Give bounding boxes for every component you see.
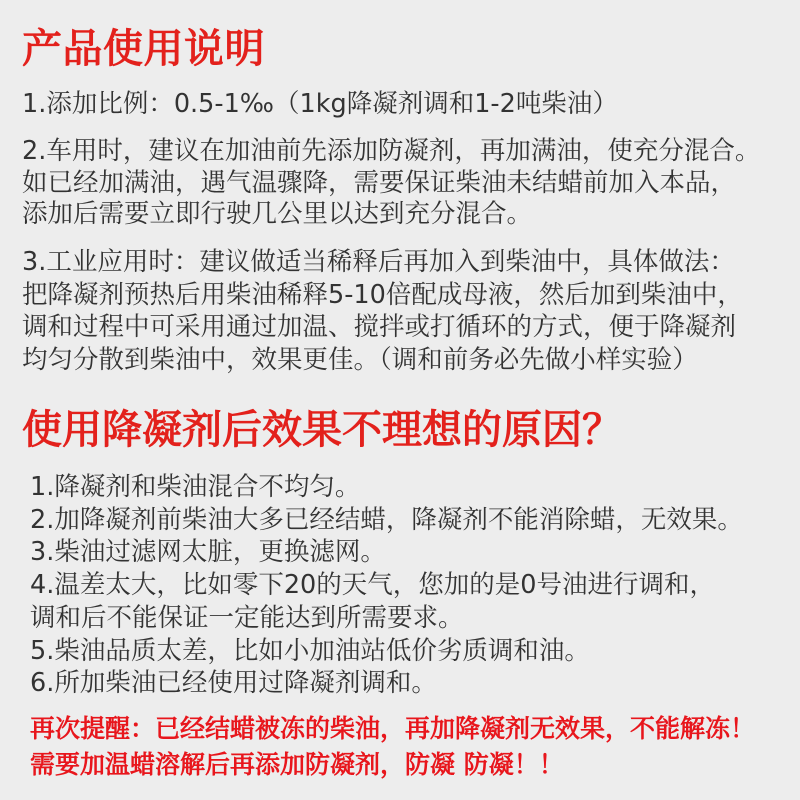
instruction-item-3: [22, 246, 743, 377]
problem-line: 调和后不能保证一定能达到所需要求。: [30, 602, 464, 633]
problem-line: 2.加降凝剂前柴油大多已经结蜡，降凝剂不能消除蜡，无效果。: [30, 504, 743, 535]
instruction-3-line-2: 把降凝剂预热后用柴油稀释5-10倍配成母液，然后加到柴油中，: [22, 279, 743, 310]
problem-line: 5.柴油品质太差，比如小加油站低价劣质调和油。: [30, 635, 590, 666]
problem-line: 4.温差太大，比如零下20的天气，您加的是0号油进行调和，: [30, 570, 716, 601]
page-title: 产品使用说明: [22, 26, 265, 72]
reminder-notice: [30, 711, 755, 783]
reminder-line-2: 需要加温蜡溶解后再添加防凝剂，防凝 防凝！！: [30, 750, 564, 779]
instruction-2-line-1: 2.车用时，建议在加油前先添加防凝剂，再加满油，使充分混合。: [22, 136, 761, 166]
instruction-3-line-4: 均匀分散到柴油中，效果更佳。（调和前务必先做小样实验）: [22, 345, 698, 376]
instruction-item-1: [22, 88, 618, 120]
instruction-item-2: [22, 136, 760, 231]
problem-line: 6.所加柴油已经使用过降凝剂调和。: [30, 668, 437, 699]
reminder-line-1: 再次提醒：已经结蜡被冻的柴油，再加降凝剂无效果，不能解冻！: [30, 714, 756, 743]
problems-list: [30, 471, 743, 700]
instruction-1-line-1: 1.添加比例：0.5-1‰（1kg降凝剂调和1-2吨柴油）: [22, 89, 618, 119]
instruction-3-line-3: 调和过程中可采用通过加温、搅拌或打循环的方式，便于降凝剂: [22, 312, 737, 343]
problems-heading: 使用降凝剂后效果不理想的原因？: [22, 407, 622, 453]
instruction-3-line-1: 3.工业应用时：建议做适当稀释后再加入到柴油中，具体做法：: [22, 247, 735, 277]
instruction-2-line-2: 如已经加满油，遇气温骤降，需要保证柴油未结蜡前加入本品，: [22, 167, 737, 198]
instruction-2-line-3: 添加后需要立即行驶几公里以达到充分混合。: [22, 199, 533, 229]
problem-line: 3.柴油过滤网太脏，更换滤网。: [30, 537, 386, 568]
problem-line: 1.降凝剂和柴油混合不均匀。: [30, 472, 361, 502]
